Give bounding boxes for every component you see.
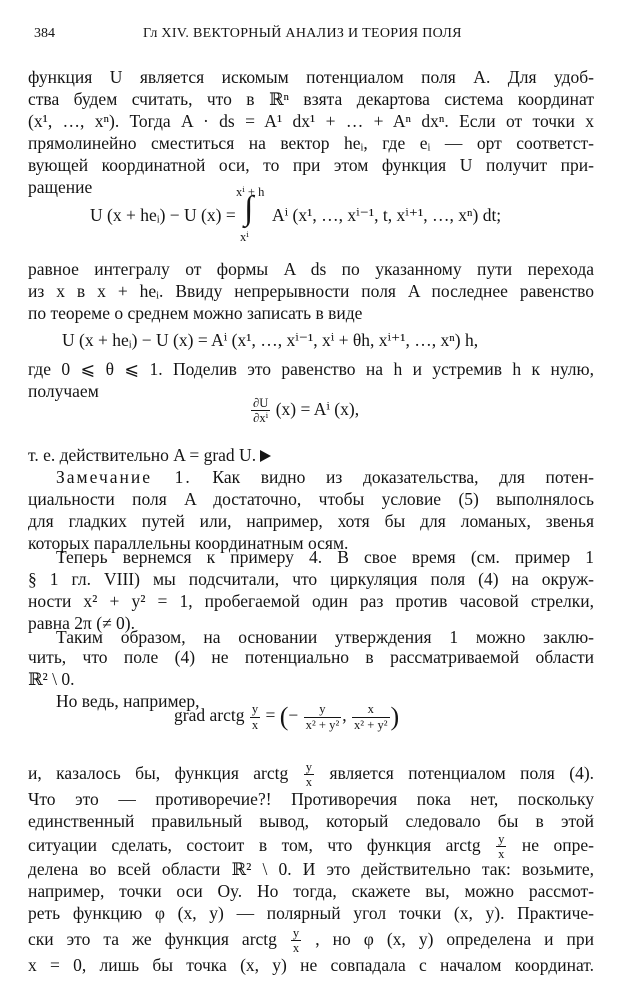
text-line: § 1 гл. VIII) мы подсчитали, что циркуляция поля (4) на окруж- [28, 569, 594, 589]
fraction-numerator: y [498, 832, 505, 846]
text-line: делена во всей области ℝ² \ 0. И это действительно так: возьмите, [28, 859, 594, 879]
conclusion-text: т. е. действительно A = grad U. [28, 445, 257, 465]
fraction-numerator: y [292, 926, 300, 940]
first-component-fraction [304, 702, 342, 732]
fraction-denominator: x² + y² [353, 717, 388, 732]
text-line: получаем [28, 381, 99, 401]
text-fragment: и, казалось бы, функция arctg [28, 762, 289, 783]
text-line [28, 926, 594, 956]
text-line: для гладких путей или, например, хотя бы для ломаных, звенья [28, 511, 594, 531]
second-component-fraction [352, 702, 390, 732]
text-line: например, точки оси Oy. Но тогда, скажете вы, можно рассмот- [28, 881, 594, 901]
text-fragment: не опре- [521, 834, 594, 855]
text-line: Но ведь, например, [56, 691, 200, 711]
text-fragment: является потенциалом поля (4). [329, 762, 595, 783]
text-line: единственный правильный вывод, который следовало бы в этой [28, 811, 594, 831]
fraction-denominator: x [292, 941, 300, 956]
running-head: Гл XIV. ВЕКТОРНЫЙ АНАЛИЗ И ТЕОРИЯ ПОЛЯ [143, 26, 462, 41]
fraction-denominator: x [251, 717, 259, 732]
text-line: циальности поля A достаточно, чтобы условие (5) выполнялось [28, 489, 594, 509]
minus-sign: − [288, 705, 299, 726]
equation-grad-arctg [174, 702, 399, 732]
text-line: ства будем считать, что в ℝⁿ взята декартова система координат [28, 89, 594, 109]
text-line: вующей координатной оси, то при этом функция U получит при- [28, 155, 594, 175]
fraction-numerator: ∂U [253, 396, 269, 410]
equation-rhs: Aⁱ (x¹, …, xⁱ⁻¹, t, xⁱ⁺¹, …, xⁿ) dt; [272, 205, 502, 225]
equation-partial [250, 396, 359, 426]
text-line: равна 2π (≠ 0). [28, 613, 136, 633]
end-of-proof-icon [260, 450, 271, 462]
text-line: чить, что поле (4) не потенциально в рассматриваемой области [28, 647, 594, 667]
equation-mean-value: U (x + heᵢ) − U (x) = Aⁱ (x¹, …, xⁱ⁻¹, xⁱ + θh, xⁱ⁺¹, …, xⁿ) h, [62, 330, 479, 350]
text-line: которых параллельны координатным осям. [28, 533, 349, 553]
text-fragment: , но φ (x, y) определена и при [315, 928, 594, 949]
text-fragment: ски это та же функция arctg [28, 928, 277, 949]
fraction-numerator: y [305, 760, 313, 774]
fraction-numerator: x [352, 702, 390, 717]
text-line: ращение [28, 177, 93, 197]
fraction-denominator: x [498, 847, 505, 862]
fraction-denominator: ∂xⁱ [253, 411, 269, 426]
equation-rest: (x) = Aⁱ (x), [275, 398, 360, 419]
remark-heading: Замечание 1. [56, 467, 192, 487]
left-paren: ( [279, 702, 289, 731]
fraction-denominator: x [305, 775, 313, 790]
text-line: по теореме о среднем можно записать в виде [28, 303, 363, 323]
text-line: (x¹, …, xⁿ). Тогда A · ds = A¹ dx¹ + … + Aⁿ dxⁿ. Если от точки x [28, 111, 594, 131]
equation-lhs: U (x + heᵢ) − U (x) = [90, 205, 236, 225]
integral-lower-limit: xⁱ [240, 230, 249, 244]
text-line: Что это — противоречие?! Противоречия пока нет, поскольку [28, 789, 594, 809]
text-line: Таким образом, на основании утверждения 1 можно заклю- [56, 627, 594, 647]
text-line: где 0 ⩽ θ ⩽ 1. Поделив это равенство на h и устремив h к нулю, [28, 359, 594, 379]
text-line: Теперь вернемся к примеру 4. В свое время (см. пример 1 [56, 547, 594, 567]
fraction-denominator: x² + y² [305, 717, 340, 732]
text-line [28, 444, 594, 466]
equals-sign: = [265, 705, 276, 726]
text-fragment: ситуации сделать, состоит в том, что функция arctg [28, 834, 481, 855]
fraction-numerator: y [251, 702, 259, 717]
text-line: реть функцию φ (x, y) — полярный угол точки (x, y). Практиче- [28, 903, 594, 923]
right-paren: ) [390, 702, 400, 731]
text-line: из x в x + heᵢ. Ввиду непрерывности поля A последнее равенство [28, 281, 594, 301]
page-number: 384 [34, 26, 55, 41]
remark-text: Как видно из доказательства, для потен- [212, 467, 594, 487]
partial-fraction [251, 396, 270, 426]
integral-upper-limit: xⁱ + h [236, 185, 265, 199]
grad-arctg-label: grad arctg [174, 705, 245, 726]
text-line: x = 0, лишь бы точка (x, y) не совпадала с началом координат. [28, 955, 594, 975]
y-over-x-fraction [304, 760, 314, 790]
text-line: прямолинейно сместиться на вектор heᵢ, где eᵢ — орт соответст- [28, 133, 594, 153]
text-line: функция U является искомым потенциалом поля A. Для удоб- [28, 67, 594, 87]
text-line: равное интегралу от формы A ds по указанному пути перехода [28, 259, 594, 279]
y-over-x-fraction [250, 702, 260, 732]
text-line [28, 760, 594, 790]
integral-sign: ∫ [244, 190, 254, 227]
fraction-numerator: y [304, 702, 342, 717]
text-line [56, 466, 594, 488]
y-over-x-fraction [291, 926, 301, 956]
text-line: ности x² + y² = 1, пробегаемой один раз против часовой стрелки, [28, 591, 594, 611]
text-line: ℝ² \ 0. [28, 669, 75, 689]
comma: , [342, 705, 347, 726]
